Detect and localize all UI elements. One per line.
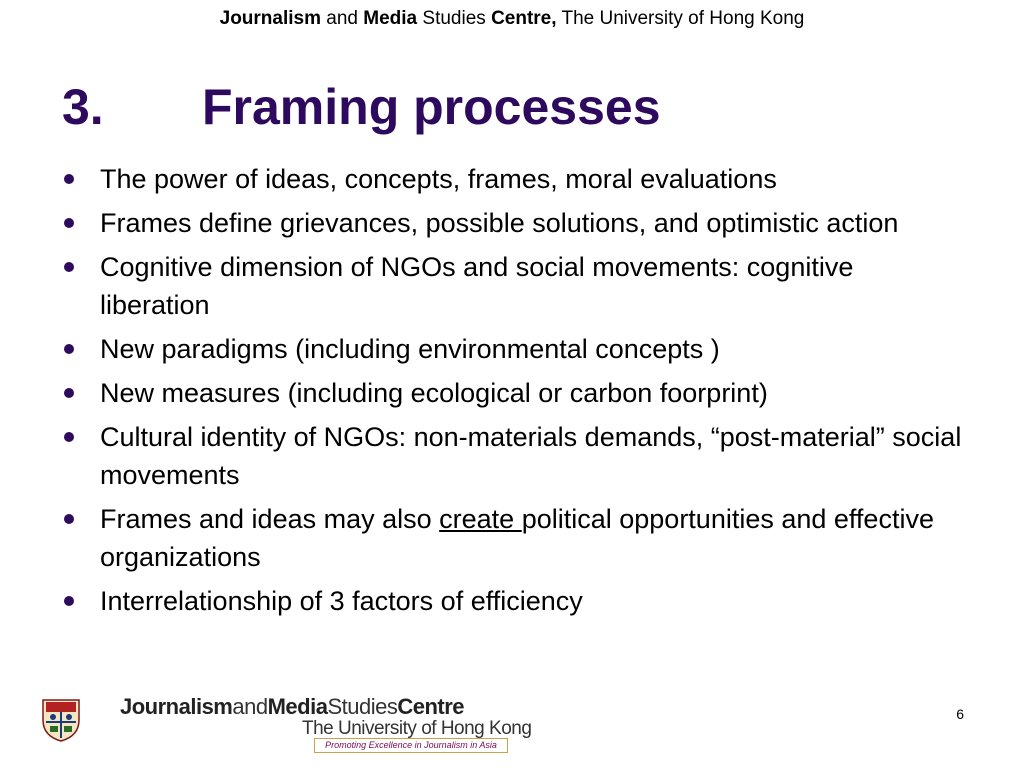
- header-journalism: Journalism: [219, 8, 321, 29]
- bullet-dot-icon: [64, 514, 74, 524]
- header-studies: Studies: [417, 8, 492, 29]
- bullet-item: [62, 418, 962, 494]
- slide-title-text: Framing processes: [202, 79, 661, 135]
- bullet-item: [62, 582, 962, 620]
- bullet-item: [62, 204, 962, 242]
- bullet-item: [62, 330, 962, 368]
- bullet-text: Frames define grievances, possible solutions, and optimistic action: [100, 208, 899, 238]
- bullet-dot-icon: [64, 262, 74, 272]
- bullet-text-after: political opportunities and effective organizations: [100, 504, 934, 572]
- bullet-item: [62, 248, 962, 324]
- slide-title-number: 3.: [62, 79, 104, 135]
- bullet-item: [62, 160, 962, 198]
- university-crest-icon: [40, 696, 82, 742]
- logo-journalism: Journalism: [120, 694, 233, 719]
- bullet-text: New measures (including ecological or carbon foorprint): [100, 378, 768, 408]
- logo-studies: Studies: [327, 694, 398, 719]
- bullet-dot-icon: [64, 174, 74, 184]
- header-university: The University of Hong Kong: [556, 8, 805, 29]
- bullet-text: Cultural identity of NGOs: non-materials demands, “post-material” social movements: [100, 422, 962, 490]
- bullet-list: [62, 160, 962, 626]
- bullet-text: Interrelationship of 3 factors of efficiency: [100, 586, 583, 616]
- bullet-item: [62, 500, 962, 576]
- slide-header: [0, 8, 1024, 30]
- bullet-text: New paradigms (including environmental concepts ): [100, 334, 720, 364]
- logo-tagline: Promoting Excellence in Journalism in Asia: [314, 738, 508, 753]
- bullet-text-underlined: create: [439, 504, 522, 534]
- bullet-text: Cognitive dimension of NGOs and social movements: cognitive liberation: [100, 252, 854, 320]
- header-and: and: [321, 8, 364, 29]
- slide-title: [62, 78, 661, 136]
- bullet-text: The power of ideas, concepts, frames, moral evaluations: [100, 164, 777, 194]
- header-centre: Centre,: [491, 8, 557, 29]
- bullet-dot-icon: [64, 344, 74, 354]
- bullet-dot-icon: [64, 432, 74, 442]
- page-number: 6: [956, 706, 964, 722]
- bullet-dot-icon: [64, 596, 74, 606]
- logo-and: and: [232, 694, 268, 719]
- bullet-text-before: Frames and ideas may also: [100, 504, 440, 534]
- logo-media: Media: [267, 694, 328, 719]
- bullet-dot-icon: [64, 388, 74, 398]
- header-media: Media: [363, 8, 418, 29]
- logo-centre: Centre: [397, 694, 465, 719]
- bullet-item: [62, 374, 962, 412]
- centre-logo-wordmark: [120, 694, 464, 720]
- logo-university: The University of Hong Kong: [302, 718, 532, 739]
- bullet-dot-icon: [64, 218, 74, 228]
- slide-footer: [0, 686, 1024, 766]
